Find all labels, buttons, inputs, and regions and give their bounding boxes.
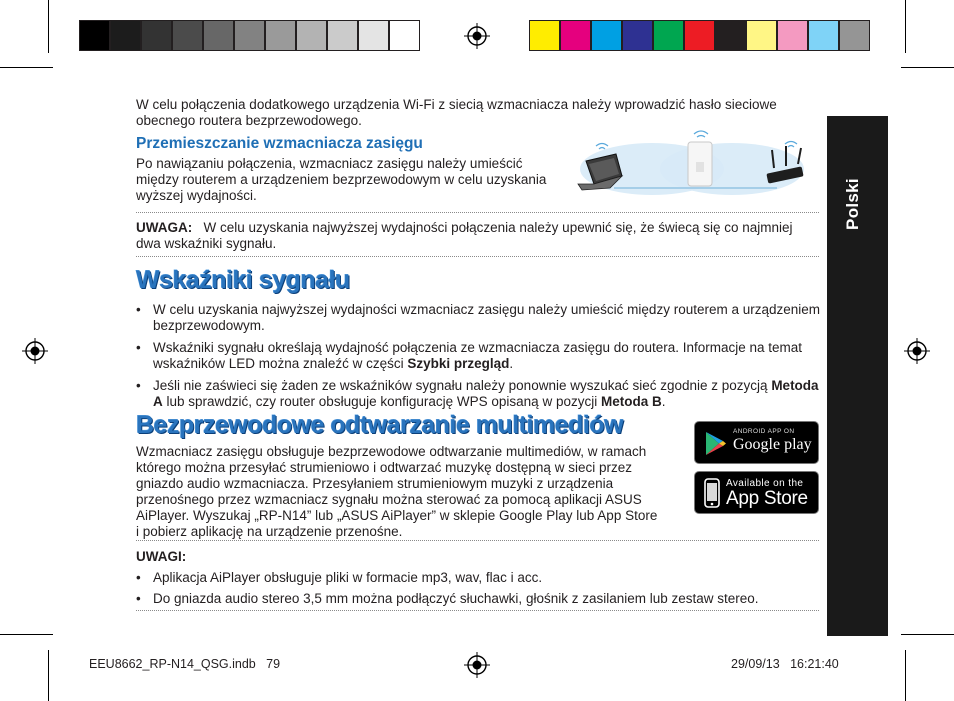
- gray-swatch: [172, 20, 203, 51]
- process-swatch: [715, 20, 746, 51]
- list-item: • Jeśli nie zaświeci się żaden ze wskaźników sygnału należy ponownie wyszukać sieć zgodnie z pozycją Metoda A lub sprawdzić, czy router obsługuje konfigurację WPS opisaną w pozycji Metoda B.: [136, 378, 826, 410]
- crop-mark: [901, 634, 954, 635]
- footer-filename: EEU8662_RP-N14_QSG.indb 79: [89, 657, 281, 671]
- gray-swatch: [141, 20, 172, 51]
- process-swatch: [808, 20, 839, 51]
- crop-mark: [905, 0, 906, 53]
- process-swatch: [746, 20, 777, 51]
- crop-mark: [0, 634, 53, 635]
- process-swatch: [591, 20, 622, 51]
- signal-section-title: Wskaźniki sygnału: [136, 266, 350, 294]
- process-swatch: [653, 20, 684, 51]
- note-label: UWAGA:: [136, 220, 193, 235]
- registration-mark-icon: [464, 652, 490, 678]
- phone-icon: [704, 478, 720, 508]
- registration-mark-icon: [464, 23, 490, 49]
- media-paragraph: Wzmacniacz zasięgu obsługuje bezprzewodowe odtwarzanie multimediów, w ramach którego można przesyłać strumieniowo i odtwarzać muzykę dostępną w sieci przez gniazdo audio wzmacniacza. Przesyłaniem strumieniowym muzyki z urządzenia przenośnego przez wzmacniacz sygnału można sterować za pomocą aplikacji ASUS AiPlayer. Wyszukaj „RP-N14” lub „ASUS AiPlayer” w sklepie Google Play lub App Store i pobierz aplikację na urządzenie przenośne.: [136, 444, 658, 539]
- notes-label: UWAGI:: [136, 549, 187, 564]
- process-swatch: [622, 20, 653, 51]
- crop-mark: [901, 67, 954, 68]
- note-text: W celu uzyskania najwyższej wydajności połączenia należy upewnić się, że świecą się co najmniej dwa wskaźniki sygnału.: [136, 220, 793, 251]
- crop-mark: [48, 650, 49, 701]
- registration-mark-icon: [904, 338, 930, 364]
- process-swatch: [529, 20, 560, 51]
- gray-swatch: [358, 20, 389, 51]
- intro-paragraph: W celu połączenia dodatkowego urządzenia Wi-Fi z siecią wzmacniacza należy wprowadzić hasło sieciowe obecnego routera bezprzewodowego.: [136, 97, 777, 128]
- footer-timestamp: 29/09/13 16:21:40: [731, 657, 839, 671]
- gray-swatch: [327, 20, 358, 51]
- list-item: • Aplikacja AiPlayer obsługuje pliki w formacie mp3, wav, flac i acc.: [136, 570, 826, 586]
- divider: [136, 610, 819, 611]
- process-swatch: [839, 20, 870, 51]
- crop-mark: [0, 67, 53, 68]
- range-extender-icon: [688, 142, 712, 186]
- google-play-label: Google play: [733, 436, 812, 453]
- google-play-caption: ANDROID APP ON: [733, 428, 795, 435]
- note-paragraph: [136, 220, 816, 252]
- gray-swatch: [110, 20, 141, 51]
- list-item: • Do gniazda audio stereo 3,5 mm można podłączyć słuchawki, głośnik z zasilaniem lub zestaw stereo.: [136, 591, 826, 607]
- crop-mark: [905, 650, 906, 701]
- gray-swatch: [265, 20, 296, 51]
- gray-swatch: [296, 20, 327, 51]
- registration-mark-icon: [22, 338, 48, 364]
- crop-mark: [48, 0, 49, 53]
- app-store-label: App Store: [726, 488, 808, 509]
- google-play-icon: [705, 431, 727, 456]
- app-store-badge[interactable]: [694, 471, 819, 514]
- divider: [136, 540, 819, 541]
- language-tab-label: Polski: [843, 178, 862, 230]
- gray-swatch: [79, 20, 110, 51]
- process-swatch: [560, 20, 591, 51]
- list-item: • W celu uzyskania najwyższej wydajności wzmacniacz zasięgu należy umieścić między routerem a urządzeniem bezprzewodowym.: [136, 302, 826, 334]
- media-section-title: Bezprzewodowe odtwarzanie multimediów: [136, 411, 624, 439]
- relocate-heading: Przemieszczanie wzmacniacza zasięgu: [136, 135, 423, 152]
- gray-swatch: [203, 20, 234, 51]
- divider: [136, 212, 819, 213]
- notes-bullet-list: [136, 570, 826, 613]
- app-store-caption: Available on the: [726, 478, 804, 489]
- process-swatch: [684, 20, 715, 51]
- gray-swatch: [234, 20, 265, 51]
- google-play-badge[interactable]: [694, 421, 819, 464]
- process-swatch: [777, 20, 808, 51]
- gray-swatch: [389, 20, 420, 51]
- divider: [136, 256, 819, 257]
- relocate-paragraph: Po nawiązaniu połączenia, wzmacniacz zasięgu należy umieścić między routerem a urządzeniem bezprzewodowym w celu uzyskania wyższej wydajności.: [136, 156, 547, 203]
- signal-bullet-list: [136, 302, 826, 416]
- placement-illustration: [572, 124, 822, 202]
- list-item: • Wskaźniki sygnału określają wydajność połączenia ze wzmacniacza zasięgu do routera. Informacje na temat wskaźników LED można znaleźć w części Szybki przegląd.: [136, 340, 826, 372]
